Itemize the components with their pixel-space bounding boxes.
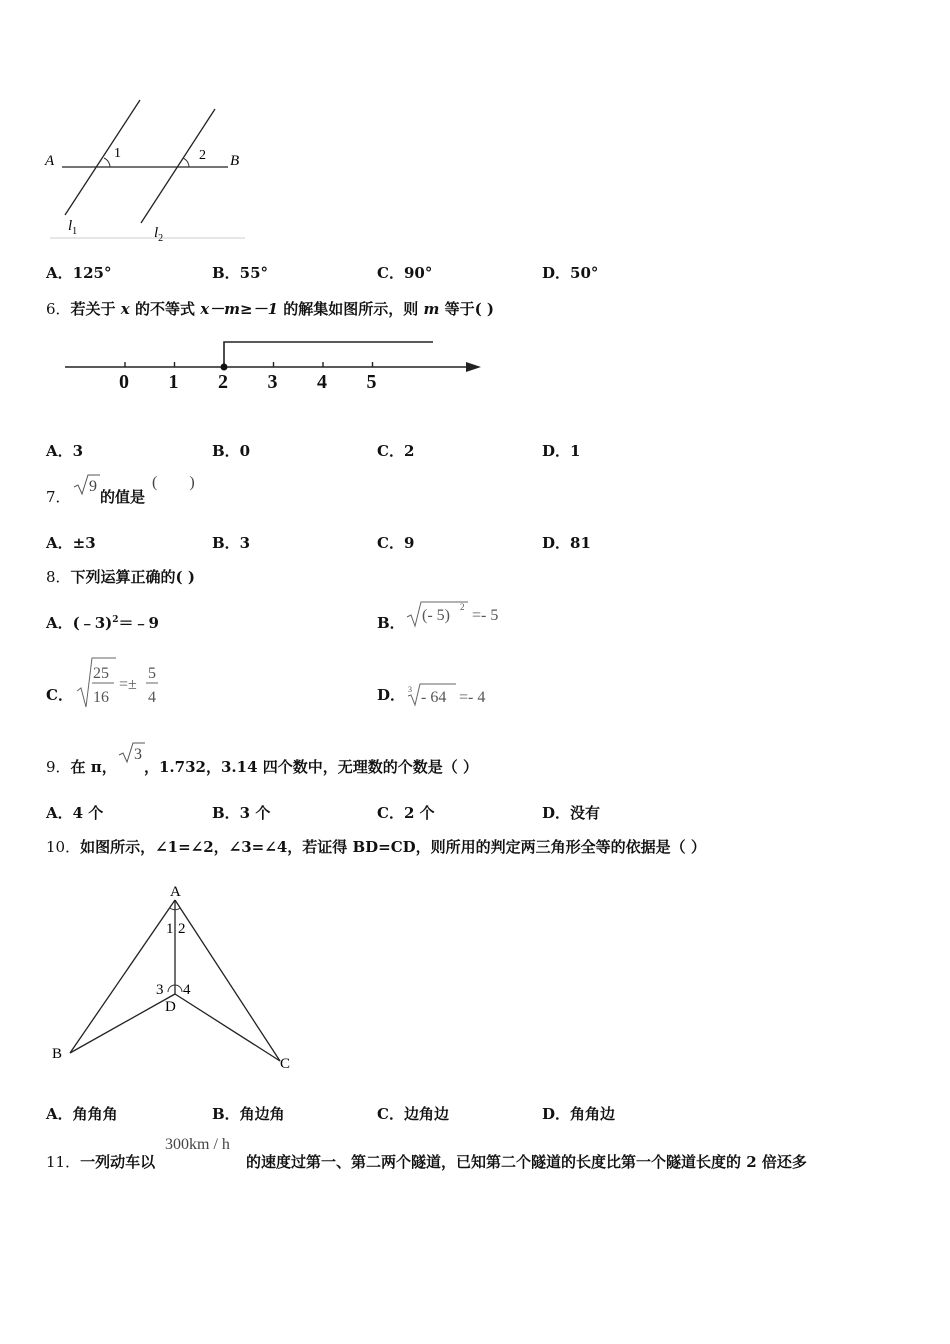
question-10: 10．如图所示，∠1=∠2，∠3=∠4，若证得 BD=CD，则所用的判定两三角形全等的依据是（ ） [46, 838, 706, 856]
q5-option-a[interactable]: A．125° [46, 264, 112, 282]
q5-option-d[interactable]: D．50° [542, 264, 599, 282]
svg-text:3: 3 [134, 746, 142, 763]
label-angle-4: 4 [183, 982, 191, 998]
q8-option-b[interactable]: B． [377, 614, 405, 632]
q6-option-c[interactable]: C．2 [377, 442, 415, 460]
q6-option-b[interactable]: B．0 [212, 442, 251, 460]
line-l2 [141, 109, 215, 223]
number-line-tick-label: 2 [218, 371, 228, 393]
q7-option-b[interactable]: B．3 [212, 534, 251, 552]
line-l1 [65, 100, 140, 215]
svg-text:3: 3 [408, 685, 412, 694]
svg-text:=±: =± [119, 676, 137, 693]
label-angle-2: 2 [178, 921, 186, 937]
label-l1: $l_1$ [68, 218, 78, 237]
q6-option-a[interactable]: A．3 [46, 442, 84, 460]
segment-ac [175, 900, 280, 1061]
q8-option-b-expr [404, 598, 514, 632]
number-line-tick-label: 4 [317, 371, 327, 393]
label-l2: $l_2$ [154, 225, 164, 244]
svg-text:=- 4: =- 4 [459, 689, 486, 706]
segment-cd [175, 994, 280, 1061]
question-7-paren: ( ) [152, 474, 195, 491]
angle-2-arc [183, 158, 189, 167]
label-angle-1: 1 [166, 921, 174, 937]
q9-option-a[interactable]: A．4 个 [46, 804, 104, 822]
q9-option-d[interactable]: D．没有 [542, 804, 601, 822]
number-line-figure [60, 330, 490, 400]
number-line-tick-label: 3 [267, 371, 278, 393]
q6-option-d[interactable]: D．1 [542, 442, 581, 460]
q10-option-a[interactable]: A．角角角 [46, 1105, 118, 1123]
question-9-suffix: ，1.732，3.14 四个数中，无理数的个数是（ ） [144, 758, 478, 776]
svg-text:4: 4 [148, 689, 156, 706]
svg-text:=- 5: =- 5 [472, 607, 499, 624]
number-line-arrow [466, 362, 481, 372]
label-b: B [230, 153, 240, 169]
question-8: 8．下列运算正确的( ) [46, 568, 195, 586]
label-a: A [45, 153, 55, 169]
question-11-speed: 300km / h [165, 1136, 230, 1153]
q8-option-d-expr [404, 680, 504, 710]
solution-start-point [221, 364, 228, 371]
q10-option-d[interactable]: D．角角边 [542, 1105, 616, 1123]
q8-option-d[interactable]: D． [377, 686, 406, 704]
svg-text:5: 5 [148, 665, 156, 682]
question-11-prefix: 11．一列动车以 [46, 1153, 156, 1171]
question-7-number: 7． [46, 488, 71, 506]
segment-ab [70, 900, 175, 1053]
q5-option-c[interactable]: C．90° [377, 264, 433, 282]
q7-option-d[interactable]: D．81 [542, 534, 591, 552]
label-b: B [52, 1046, 63, 1062]
svg-text:16: 16 [93, 689, 109, 706]
q8-option-c[interactable]: C． [46, 686, 73, 704]
label-d: D [165, 999, 176, 1015]
question-9-prefix: 9．在 π， [46, 758, 117, 776]
q7-sqrt-9 [72, 472, 102, 498]
q8-option-c-expr [74, 655, 174, 711]
q9-option-c[interactable]: C．2 个 [377, 804, 435, 822]
label-angle-2: 2 [199, 148, 206, 163]
question-6: 6．若关于 x 的不等式 x－m≥－1 的解集如图所示，则 m 等于( ) [46, 300, 494, 318]
svg-text:(- 5): (- 5) [422, 607, 450, 624]
triangle-figure [44, 880, 300, 1080]
label-angle-1: 1 [114, 146, 121, 161]
solution-set-bracket [224, 342, 433, 367]
q7-option-c[interactable]: C．9 [377, 534, 415, 552]
angle-1-arc [104, 158, 110, 167]
svg-text:9: 9 [89, 478, 97, 495]
question-11-suffix: 的速度过第一、第二两个隧道，已知第二个隧道的长度比第一个隧道长度的 2 倍还多 [246, 1153, 807, 1171]
svg-text:- 64: - 64 [421, 689, 447, 706]
q8-option-a[interactable]: A．(﹣3)$^2$＝﹣9 [46, 614, 159, 632]
q9-option-b[interactable]: B．3 个 [212, 804, 271, 822]
segment-bd [70, 994, 175, 1053]
svg-text:2: 2 [460, 602, 465, 612]
q10-option-b[interactable]: B．角边角 [212, 1105, 285, 1123]
q9-sqrt-3 [117, 740, 147, 766]
parallel-lines-figure [40, 95, 250, 245]
number-line-tick-label: 5 [366, 371, 377, 393]
q7-option-a[interactable]: A．±3 [46, 534, 96, 552]
svg-text:25: 25 [93, 665, 109, 682]
question-7-text: 的值是 [100, 488, 146, 506]
number-line-tick-label: 0 [119, 371, 129, 393]
q10-option-c[interactable]: C．边角边 [377, 1105, 449, 1123]
number-line-tick-label: 1 [168, 371, 179, 393]
label-c: C [280, 1056, 291, 1072]
q5-option-b[interactable]: B．55° [212, 264, 269, 282]
label-a: A [170, 884, 181, 900]
label-angle-3: 3 [156, 982, 164, 998]
